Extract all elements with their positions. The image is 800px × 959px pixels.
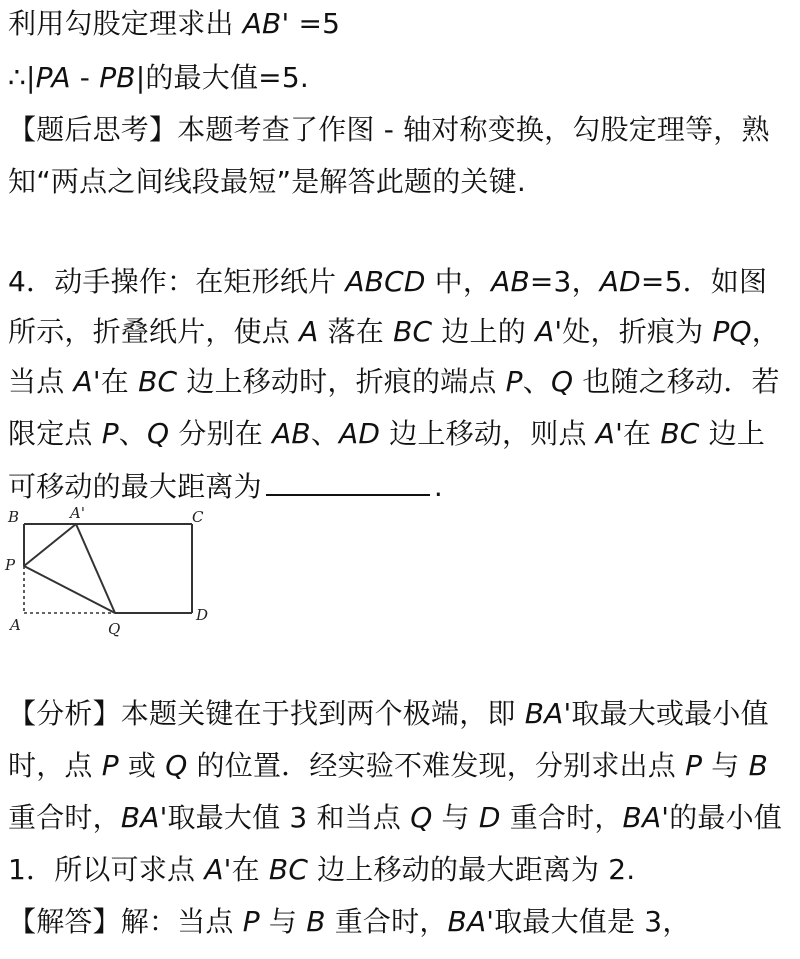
math-variable: BA'	[524, 697, 572, 730]
math-variable: A'	[204, 853, 232, 886]
text-run: 重合时，	[8, 801, 121, 834]
math-variable: A	[299, 315, 319, 348]
text-run: 、	[310, 417, 340, 450]
math-variable: BA'	[120, 801, 168, 834]
text-run: 也随之移动．若	[573, 365, 780, 398]
label-a: A	[10, 616, 21, 634]
text-run: -	[70, 61, 100, 94]
segment-a-prime-q	[76, 524, 115, 613]
math-variable: PA	[35, 61, 71, 94]
math-variable: Q	[410, 801, 433, 834]
math-variable: AB	[491, 265, 530, 298]
text-run: 与	[259, 905, 307, 938]
text-run: 时，点	[8, 749, 102, 782]
text-run: 【题后思考】本题考查了作图 - 轴对称变换，勾股定理等，熟	[8, 113, 770, 146]
text-run: ，	[751, 315, 780, 348]
text-line	[8, 60, 796, 96]
math-variable: D	[478, 801, 501, 834]
text-run: 可移动的最大距离为	[8, 470, 262, 503]
text-run: 分别在	[169, 417, 273, 450]
text-run: |的最大值=5.	[135, 61, 309, 94]
text-run: 1．所以可求点	[8, 853, 205, 886]
text-run: 取最大值 3 和当点	[167, 801, 411, 834]
text-line	[8, 264, 796, 300]
math-variable: Q	[147, 417, 170, 450]
text-line	[8, 314, 796, 350]
text-run: 边上移动，则点	[380, 417, 596, 450]
text-run: 在	[231, 853, 269, 886]
text-run: 在	[623, 417, 661, 450]
math-variable: BC	[660, 417, 700, 450]
math-variable: P	[242, 905, 260, 938]
text-line	[8, 112, 796, 148]
text-run: 落在	[318, 315, 394, 348]
text-run: 与	[702, 749, 749, 782]
text-run: 【分析】本题关键在于找到两个极端，即	[8, 697, 525, 730]
text-run: 知“两点之间线段最短”是解答此题的关键.	[8, 165, 526, 198]
math-variable: BC	[393, 315, 433, 348]
math-variable: BC	[268, 853, 309, 886]
text-run: 【解答】解：当点	[8, 905, 243, 938]
text-run: =3，	[529, 265, 600, 298]
answer-blank[interactable]	[266, 468, 430, 496]
math-variable: PQ	[712, 315, 752, 348]
label-q: Q	[108, 620, 121, 638]
text-run: 重合时，	[325, 905, 448, 938]
math-variable: BA'	[622, 801, 670, 834]
label-a-prime: A'	[70, 504, 85, 522]
text-run: 所示，折叠纸片，使点	[8, 315, 300, 348]
math-variable: Q	[165, 749, 188, 782]
text-line	[8, 6, 796, 42]
text-run: 利用勾股定理求出	[8, 7, 243, 40]
text-run: 中，	[425, 265, 492, 298]
label-c: C	[192, 508, 204, 526]
text-run: 的位置．经实验不难发现，分别求出点	[187, 749, 686, 782]
math-variable: AD	[339, 417, 381, 450]
text-run: 的最小值	[669, 801, 783, 834]
text-run: 取最大或最小值	[571, 697, 769, 730]
math-variable: A'	[595, 417, 624, 450]
math-variable: AD	[599, 265, 641, 298]
text-run: 处，折痕为	[562, 315, 713, 348]
math-variable: AB'	[242, 7, 290, 40]
math-variable: ABCD	[345, 265, 426, 298]
label-d: D	[196, 606, 209, 624]
math-variable: P	[505, 365, 523, 398]
rectangle-fold-figure	[0, 500, 240, 650]
math-variable: AB	[272, 417, 311, 450]
text-run: 边上的	[432, 315, 536, 348]
text-line	[8, 748, 796, 784]
math-variable: BC	[138, 365, 178, 398]
text-run: 、	[522, 365, 551, 398]
text-run: 4．动手操作：在矩形纸片	[8, 265, 346, 298]
text-run: 边上移动时，折痕的端点	[177, 365, 506, 398]
text-line	[8, 800, 796, 836]
text-line	[8, 416, 796, 452]
math-variable: B	[748, 749, 768, 782]
text-run: 取最大值是 3，	[494, 905, 691, 938]
text-run: 、	[118, 417, 147, 450]
text-run: ∴|	[8, 61, 36, 94]
text-run: 边上	[699, 417, 766, 450]
label-p: P	[5, 556, 16, 574]
label-b: B	[8, 508, 20, 526]
text-run: =5	[289, 7, 341, 40]
fold-pq	[24, 566, 115, 613]
math-variable: P	[101, 749, 119, 782]
math-variable: BA'	[447, 905, 495, 938]
text-line	[8, 852, 796, 888]
text-line	[8, 164, 796, 200]
math-variable: P	[685, 749, 703, 782]
math-variable: A'	[73, 365, 101, 398]
text-run: 在	[100, 365, 139, 398]
text-run: .	[433, 470, 443, 503]
text-run: 或	[118, 749, 166, 782]
text-line	[8, 696, 796, 732]
math-variable: P	[101, 417, 119, 450]
text-run: 与	[432, 801, 479, 834]
text-run: =5．如图	[640, 265, 768, 298]
math-variable: PB	[99, 61, 136, 94]
math-variable: Q	[550, 365, 574, 398]
text-run: 边上移动的最大距离为 2.	[308, 853, 636, 886]
math-variable: A'	[535, 315, 563, 348]
segment-pa-prime	[24, 524, 76, 566]
text-line	[8, 364, 796, 400]
text-run: 限定点	[8, 417, 102, 450]
text-run: 当点	[8, 365, 74, 398]
text-line	[8, 904, 796, 940]
math-variable: B	[306, 905, 326, 938]
text-run: 重合时，	[500, 801, 623, 834]
